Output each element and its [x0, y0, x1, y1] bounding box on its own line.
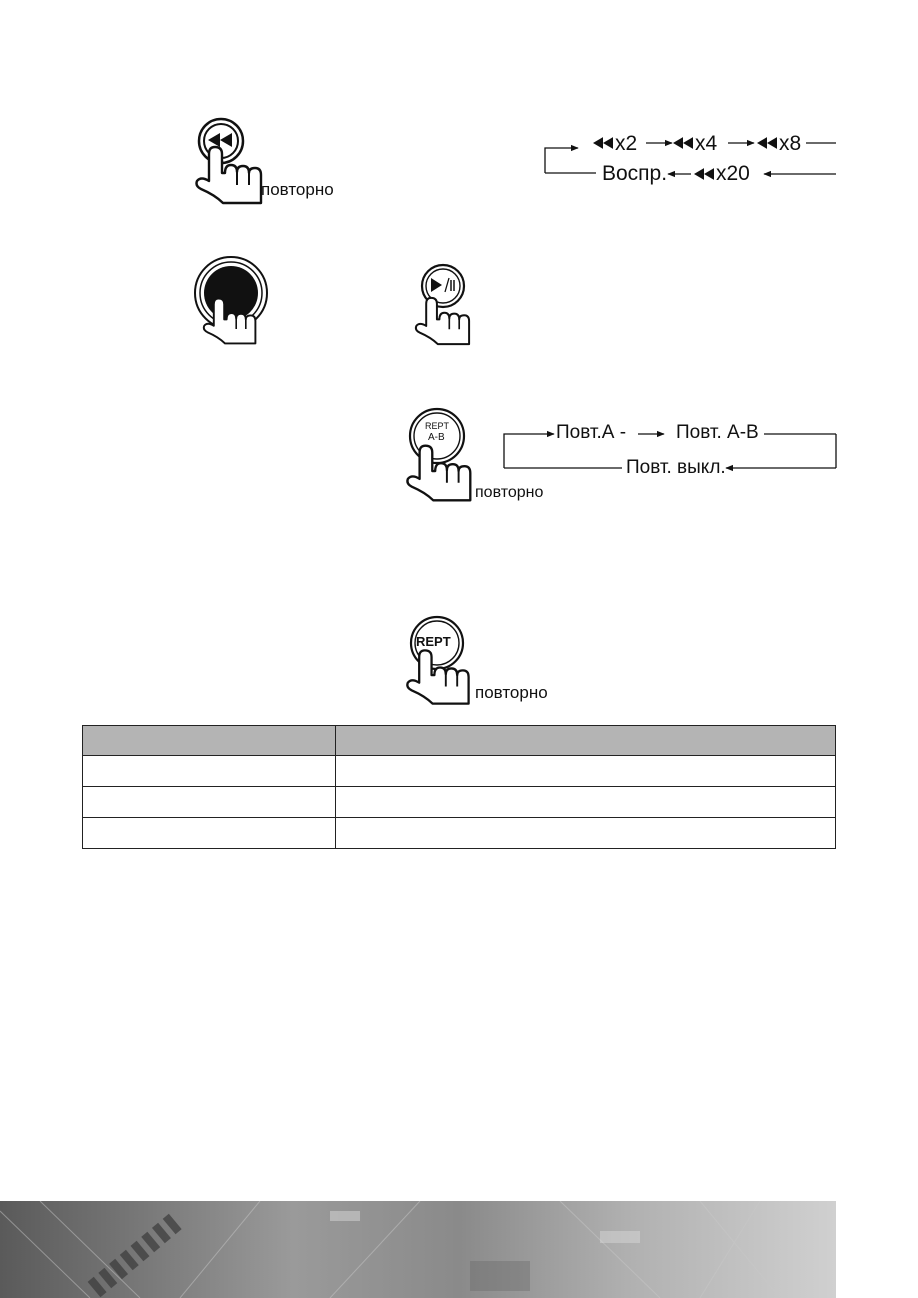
table-cell: [83, 756, 336, 787]
play-label: Воспр.: [602, 162, 668, 185]
speed-x4: x4: [695, 132, 718, 155]
repeat-hand-illustration: [404, 613, 559, 708]
repeat-press-label: повторно: [475, 484, 544, 501]
play-pause-hand-illustration: [413, 262, 478, 350]
repeat-ab-sequence: [502, 410, 836, 488]
repeat-a-label: Повт.А -: [556, 422, 627, 443]
repeat-off-label: Повт. выкл.: [626, 457, 726, 478]
footer-decorative-band: [0, 1201, 836, 1298]
table-cell: [336, 726, 836, 756]
repeat-press-label: повторно: [261, 180, 334, 199]
button-label-rept: REPT: [416, 634, 451, 649]
rewind-hand-illustration: [193, 115, 373, 205]
button-label-rept: REPT: [425, 421, 450, 431]
play-pause-button-icon: [413, 262, 478, 350]
table-cell: [83, 726, 336, 756]
table-row: [83, 787, 836, 818]
sequence-arrows: [528, 115, 836, 205]
rewind-icon: [757, 137, 777, 149]
table-header-row: [83, 726, 836, 756]
rewind-speed-sequence: [528, 115, 836, 205]
table-cell: [83, 787, 336, 818]
table-row: [83, 756, 836, 787]
table-cell: [336, 756, 836, 787]
button-label-ab: A-B: [428, 432, 445, 443]
rewind-icon: [673, 137, 693, 149]
repeat-ab-label: Повт. А-В: [676, 422, 759, 443]
footer-texture: [0, 1201, 836, 1298]
table-cell: [336, 818, 836, 849]
table-row: [83, 818, 836, 849]
settings-table: [82, 725, 836, 849]
speed-x20: x20: [716, 162, 750, 185]
speed-x8: x8: [779, 132, 802, 155]
rewind-icon: [694, 168, 714, 180]
table-cell: [83, 818, 336, 849]
jog-dial-icon: [193, 255, 273, 350]
jog-dial-hand-illustration: [193, 255, 273, 350]
repeat-press-label: повторно: [475, 683, 548, 702]
speed-x2: x2: [615, 132, 638, 155]
rewind-icon: [593, 137, 613, 149]
table-cell: [336, 787, 836, 818]
